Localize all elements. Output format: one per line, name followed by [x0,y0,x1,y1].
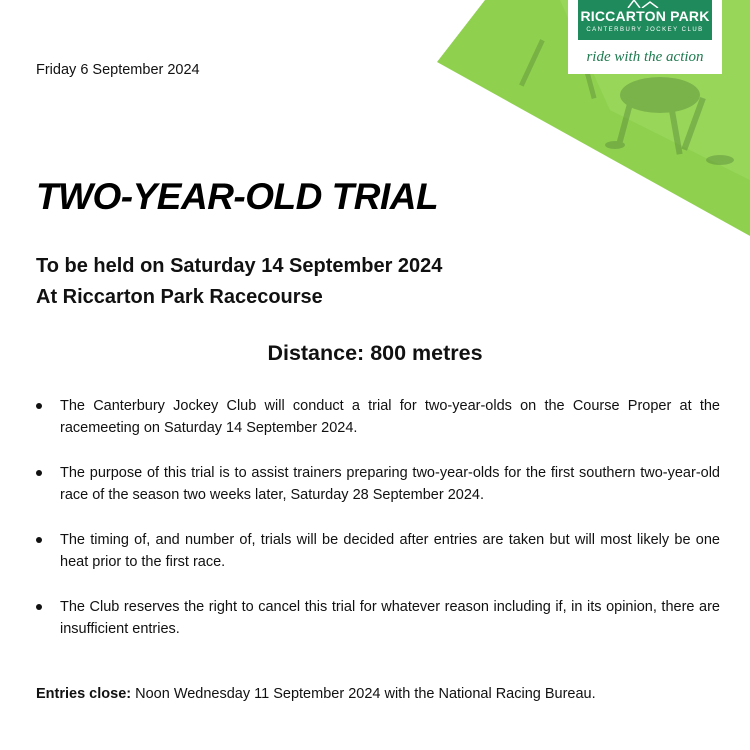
trial-info-list [36,395,720,663]
subtitle-date-line: To be held on Saturday 14 September 2024 [36,255,443,277]
list-item [36,462,720,506]
distance-heading: Distance: 800 metres [267,341,483,365]
bullet-icon [36,604,42,610]
riccarton-park-logo [568,0,722,74]
bullet-icon [36,403,42,409]
document-date: Friday 6 September 2024 [36,62,200,78]
entries-close-line [36,686,596,702]
list-item-text: The Club reserves the right to cancel this trial for whatever reason including if, in its opinion, there are insufficient entries. [60,599,720,637]
logo-emblem-icon [624,0,668,8]
list-item [36,596,720,640]
bullet-icon [36,470,42,476]
page-title: TWO-YEAR-OLD TRIAL [36,176,439,217]
list-item-text: The timing of, and number of, trials will be decided after entries are taken but will most likely be one heat prior to the first race. [60,532,720,570]
logo-name: RICCARTON PARK [580,8,710,24]
subtitle-venue-line: At Riccarton Park Racecourse [36,286,323,308]
logo-tagline: ride with the action [586,49,704,65]
list-item [36,395,720,439]
logo-plate [578,0,712,40]
logo-subtitle: CANTERBURY JOCKEY CLUB [586,27,704,33]
list-item-text: The Canterbury Jockey Club will conduct a trial for two-year-olds on the Course Proper at the racemeeting on Saturday 14 September 2024. [60,398,720,436]
bullet-icon [36,537,42,543]
entries-close-label: Entries close: [36,686,132,702]
entries-close-text: Noon Wednesday 11 September 2024 with the National Racing Bureau. [131,686,596,702]
list-item [36,529,720,573]
list-item-text: The purpose of this trial is to assist trainers preparing two-year-olds for the first southern two-year-old race of the season two weeks later, Saturday 28 September 2024. [60,465,720,503]
